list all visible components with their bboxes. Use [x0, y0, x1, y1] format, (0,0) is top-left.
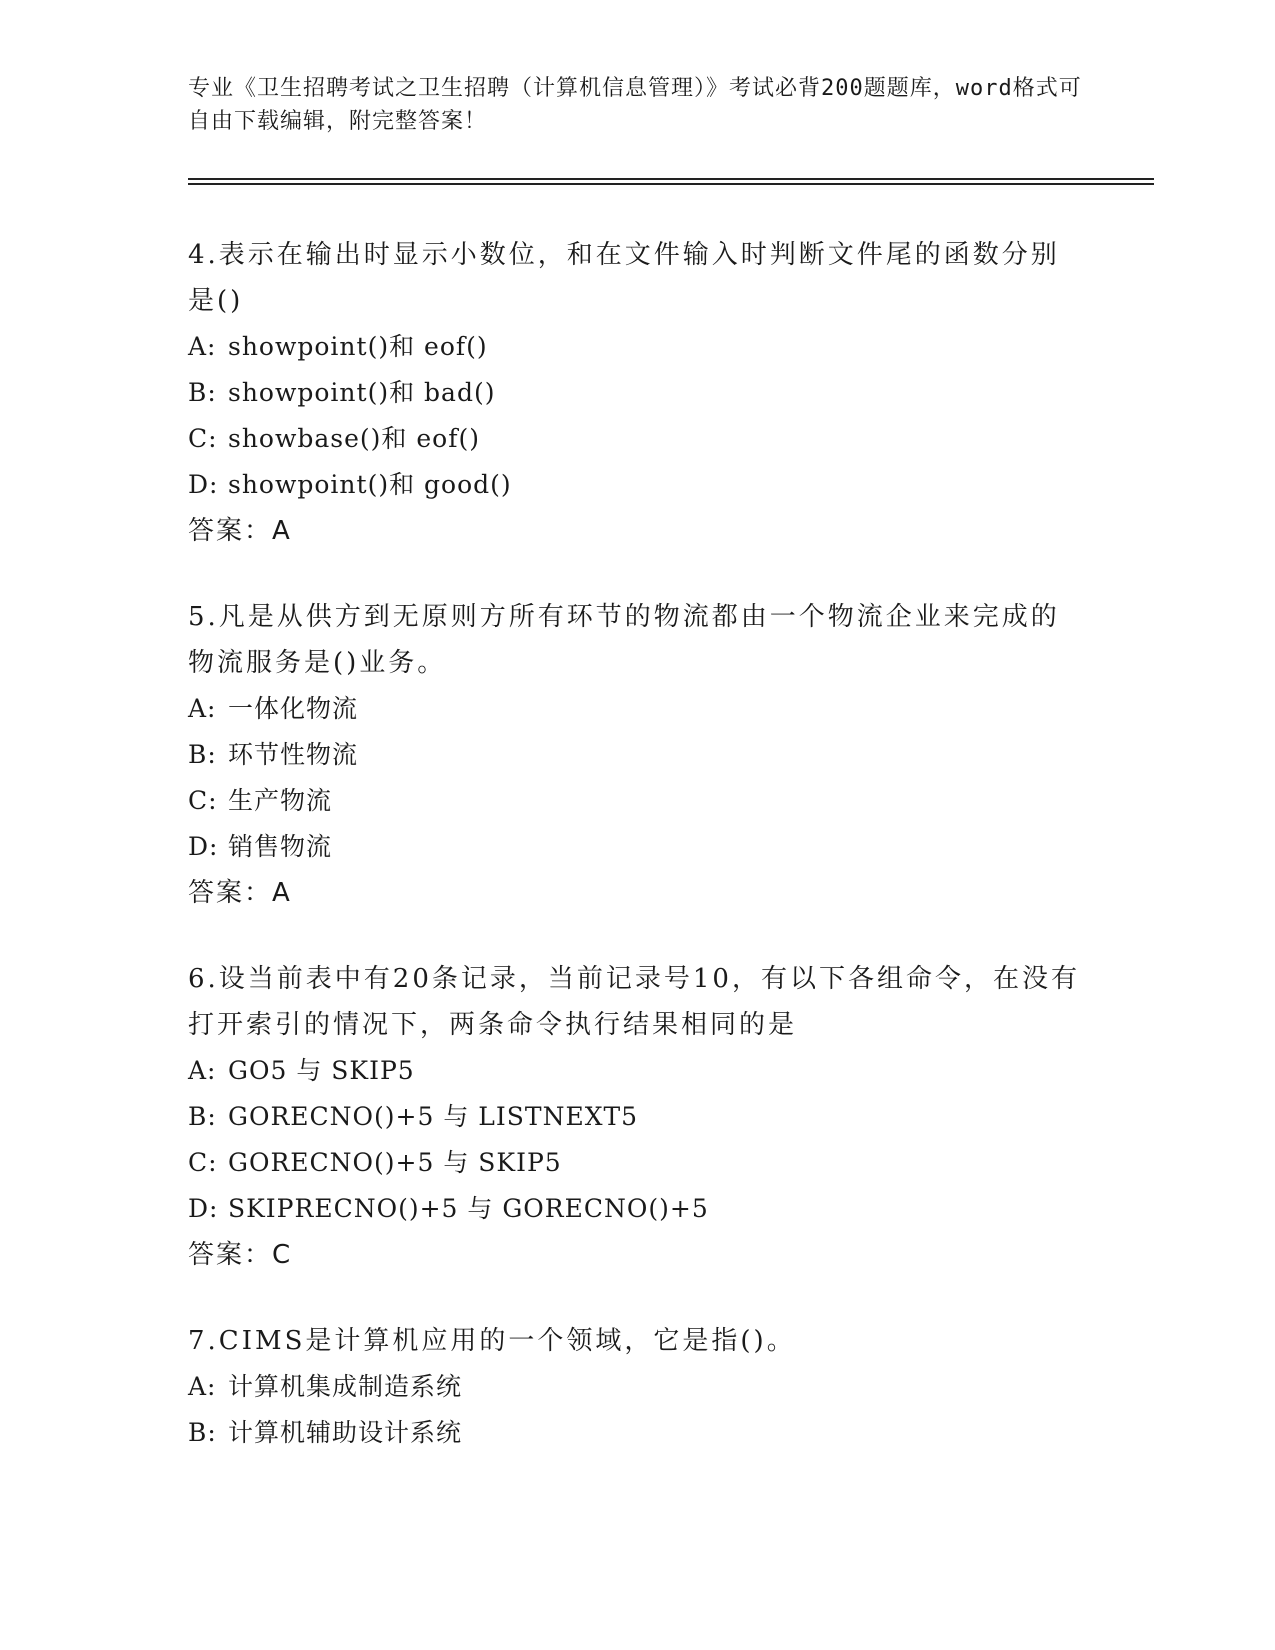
option-letter: B: [188, 378, 217, 407]
question-stem: 4.表示在输出时显示小数位，和在文件输入时判断文件尾的函数分别是() [188, 240, 1060, 316]
option-letter: C: [188, 786, 218, 815]
option-text: GO5 与 SKIP5 [228, 1056, 415, 1085]
option-b [188, 1094, 1088, 1140]
question-stem: 6.设当前表中有20条记录，当前记录号10，有以下各组命令，在没有打开索引的情况下，两条命令执行结果相同的是 [188, 964, 1080, 1040]
option-letter: B: [188, 1102, 217, 1131]
answer-line: 答案：A [188, 878, 292, 908]
option-text: 计算机辅助设计系统 [228, 1418, 463, 1447]
option-b [188, 370, 1088, 416]
question-4 [188, 232, 1088, 554]
header-intro-text: 专业《卫生招聘考试之卫生招聘（计算机信息管理）》考试必背200题题库，word格式可自由下载编辑，附完整答案！ [188, 76, 1082, 134]
option-letter: A: [188, 332, 217, 361]
option-text: 计算机集成制造系统 [228, 1372, 463, 1401]
option-text: 生产物流 [228, 786, 333, 815]
option-text: 环节性物流 [228, 740, 359, 769]
option-letter: C: [188, 1148, 218, 1177]
option-c [188, 1140, 1088, 1186]
question-7 [188, 1318, 1088, 1456]
option-text: showbase()和 eof() [228, 424, 480, 453]
option-text: 销售物流 [228, 832, 333, 861]
option-d [188, 1186, 1088, 1232]
question-stem: 5.凡是从供方到无原则方所有环节的物流都由一个物流企业来完成的物流服务是()业务。 [188, 602, 1060, 678]
option-text: 一体化物流 [228, 694, 359, 723]
option-text: GORECNO()+5 与 LISTNEXT5 [228, 1102, 639, 1131]
option-letter: D: [188, 1194, 219, 1223]
header-divider-bottom [188, 183, 1154, 185]
question-6 [188, 956, 1088, 1278]
option-d [188, 462, 1088, 508]
option-letter: B: [188, 740, 217, 769]
option-text: showpoint()和 bad() [228, 378, 496, 407]
question-stem: 7.CIMS是计算机应用的一个领域，它是指()。 [188, 1326, 796, 1356]
question-list [188, 232, 1088, 1496]
option-c [188, 416, 1088, 462]
option-text: SKIPRECNO()+5 与 GORECNO()+5 [228, 1194, 709, 1223]
option-letter: D: [188, 832, 219, 861]
header-divider-top [188, 178, 1154, 180]
option-text: showpoint()和 eof() [228, 332, 488, 361]
option-b [188, 732, 1088, 778]
answer-line: 答案：C [188, 1240, 293, 1270]
document-header [188, 72, 1088, 138]
option-letter: A: [188, 1056, 217, 1085]
option-letter: B: [188, 1418, 217, 1447]
option-letter: A: [188, 1372, 217, 1401]
option-b [188, 1410, 1088, 1456]
option-letter: D: [188, 470, 219, 499]
question-5 [188, 594, 1088, 916]
option-a [188, 324, 1088, 370]
answer-line: 答案：A [188, 516, 292, 546]
option-text: GORECNO()+5 与 SKIP5 [228, 1148, 562, 1177]
option-text: showpoint()和 good() [228, 470, 512, 499]
option-a [188, 686, 1088, 732]
option-letter: A: [188, 694, 217, 723]
option-d [188, 824, 1088, 870]
option-a [188, 1048, 1088, 1094]
option-c [188, 778, 1088, 824]
option-letter: C: [188, 424, 218, 453]
option-a [188, 1364, 1088, 1410]
